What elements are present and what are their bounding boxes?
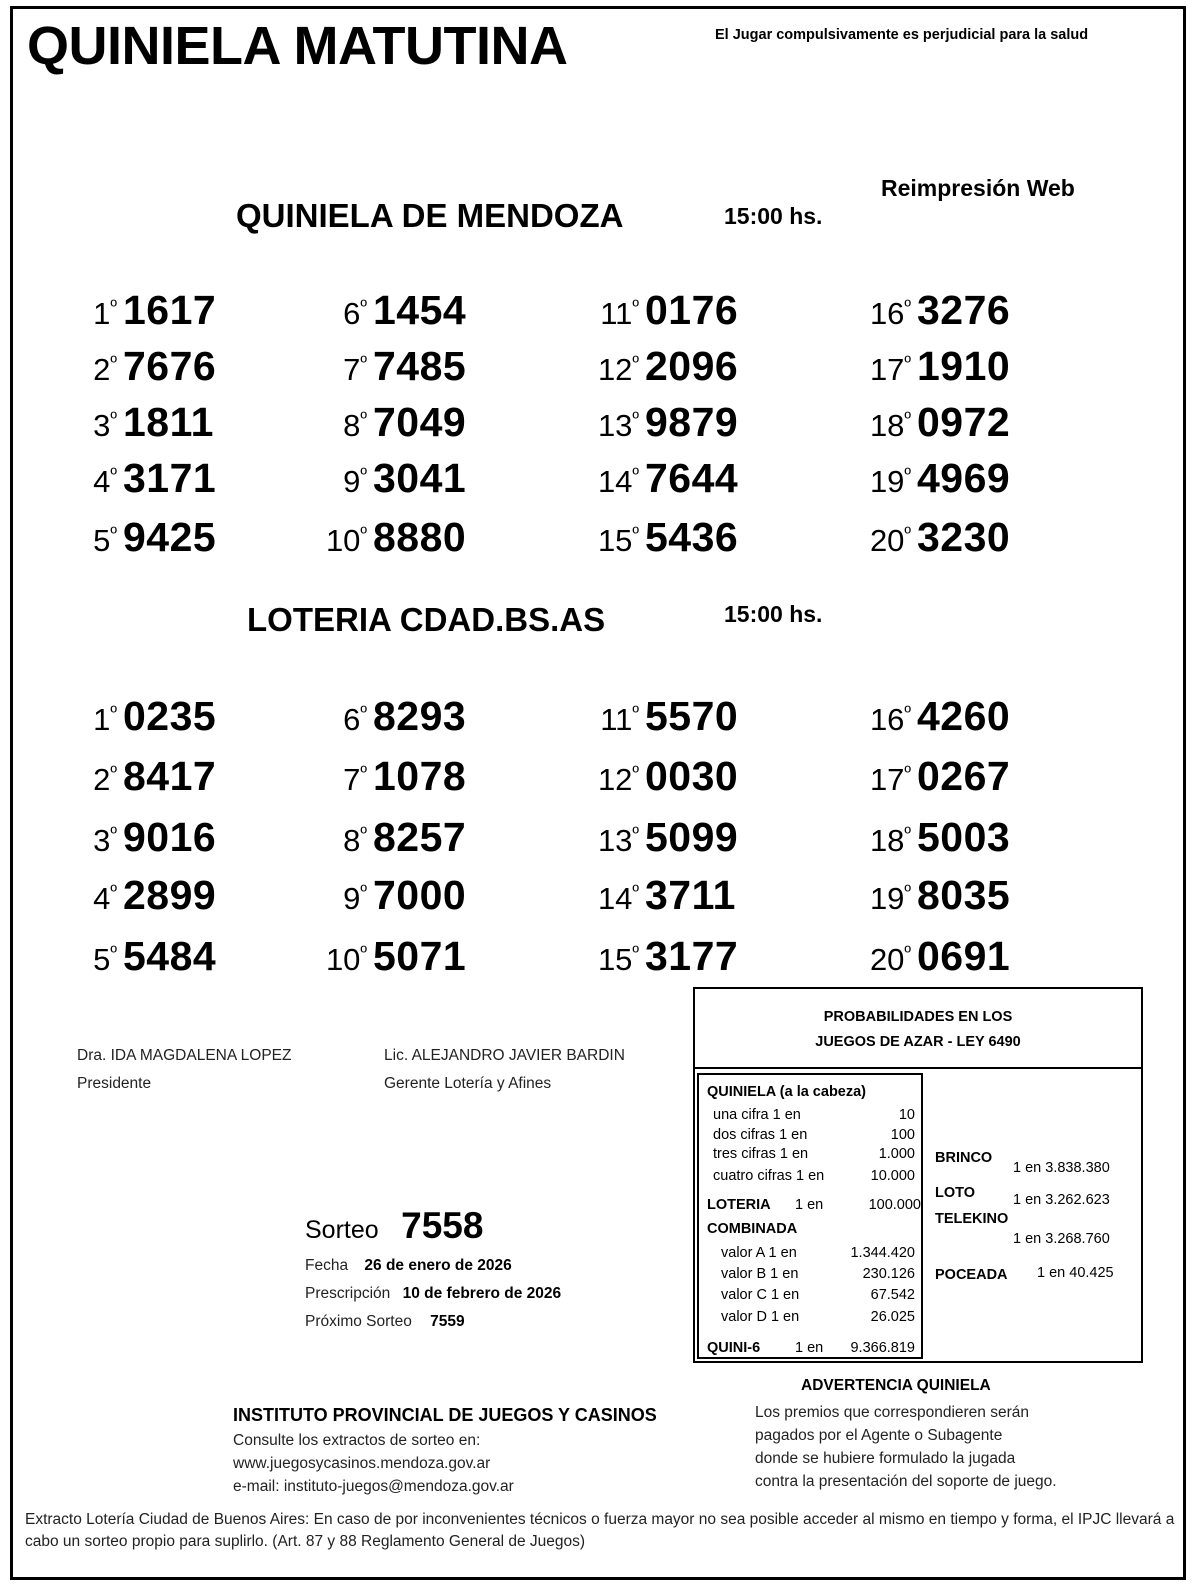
ordinal-suffix: º [632, 762, 639, 782]
ordinal-suffix: º [360, 823, 367, 843]
result-position [851, 352, 911, 388]
result-entry [851, 455, 1010, 502]
quini6-prob-mid: 1 en [795, 1340, 824, 1356]
prob-label: valor D 1 en [721, 1309, 800, 1325]
ordinal-suffix: º [632, 523, 639, 543]
result-entry [307, 287, 466, 334]
result-entry [851, 343, 1010, 390]
draw-expiry-row [305, 1285, 561, 1303]
footer-note: Extracto Lotería Ciudad de Buenos Aires: En caso de por inconvenientes técnicos o fuerza mayor no sea posible acceder al mismo en tiempo y forma, el IPJC llevará a cabo un sorteo propio para suplirlo. (Art. 87 y 88 Reglamento General de Juegos) [25, 1511, 1175, 1550]
result-position [77, 823, 117, 859]
ordinal-suffix: º [360, 942, 367, 962]
position-number: 20 [869, 942, 905, 977]
position-number: 8 [343, 408, 361, 443]
advertencia-line: Los premios que correspondieren serán [755, 1404, 1029, 1421]
position-number: 15 [597, 942, 633, 977]
winning-number: 1454 [373, 287, 467, 333]
winning-number: 0235 [123, 693, 217, 739]
winning-number: 0267 [917, 753, 1011, 799]
winning-number: 0691 [917, 933, 1011, 979]
ordinal-suffix: º [360, 352, 367, 372]
result-entry [307, 933, 466, 980]
position-number: 3 [93, 823, 111, 858]
ordinal-suffix: º [904, 823, 911, 843]
ordinal-suffix: º [360, 702, 367, 722]
position-number: 19 [869, 464, 905, 499]
winning-number: 9425 [123, 514, 217, 560]
winning-number: 5099 [645, 814, 739, 860]
ordinal-suffix: º [360, 408, 367, 428]
ordinal-suffix: º [110, 523, 117, 543]
result-position [307, 823, 367, 859]
position-number: 7 [343, 762, 361, 797]
ordinal-suffix: º [904, 881, 911, 901]
draw-number-block [305, 1205, 483, 1247]
reprint-label: Reimpresión Web [881, 175, 1075, 201]
ordinal-suffix: º [632, 702, 639, 722]
position-number: 13 [597, 408, 633, 443]
telekino-prob-label: TELEKINO [935, 1211, 1009, 1227]
position-number: 16 [869, 296, 905, 331]
winning-number: 5071 [373, 933, 467, 979]
position-number: 5 [93, 523, 111, 558]
position-number: 1 [93, 702, 111, 737]
winning-number: 8257 [373, 814, 467, 860]
winning-number: 3177 [645, 933, 739, 979]
position-number: 7 [343, 352, 361, 387]
result-position [579, 942, 639, 978]
result-entry [579, 287, 738, 334]
result-position [307, 523, 367, 559]
winning-number: 3276 [917, 287, 1011, 333]
result-entry [77, 693, 216, 740]
quiniela-prob-title: QUINIELA (a la cabeza) [707, 1084, 867, 1100]
ordinal-suffix: º [904, 296, 911, 316]
next-draw-row [305, 1313, 465, 1331]
draw-date-row [305, 1257, 512, 1275]
position-number: 2 [93, 352, 111, 387]
result-entry [77, 753, 216, 800]
winning-number: 7676 [123, 343, 217, 389]
result-entry [307, 814, 466, 861]
position-number: 20 [869, 523, 905, 558]
quini6-prob-label: QUINI-6 [707, 1340, 761, 1356]
ordinal-suffix: º [904, 408, 911, 428]
draw-date-label: Fecha [305, 1257, 349, 1274]
position-number: 18 [869, 408, 905, 443]
ordinal-suffix: º [360, 881, 367, 901]
ordinal-suffix: º [632, 352, 639, 372]
winning-number: 7000 [373, 872, 467, 918]
position-number: 11 [600, 296, 633, 331]
ordinal-suffix: º [632, 942, 639, 962]
position-number: 5 [93, 942, 111, 977]
ordinal-suffix: º [360, 523, 367, 543]
result-position [579, 464, 639, 500]
ordinal-suffix: º [632, 881, 639, 901]
draw-date: 26 de enero de 2026 [364, 1257, 512, 1274]
position-number: 14 [597, 881, 633, 916]
ordinal-suffix: º [632, 464, 639, 484]
winning-number: 0176 [645, 287, 739, 333]
position-number: 16 [869, 702, 905, 737]
winning-number: 4969 [917, 455, 1011, 501]
result-entry [579, 872, 736, 919]
result-entry [307, 753, 466, 800]
result-position [77, 702, 117, 738]
result-entry [579, 343, 738, 390]
result-position [579, 702, 639, 738]
winning-number: 9016 [123, 814, 217, 860]
prob-value: 26.025 [870, 1309, 915, 1325]
poceada-prob-value: 1 en 40.425 [1037, 1265, 1114, 1281]
loteria-prob-label: LOTERIA [707, 1197, 771, 1213]
result-entry [77, 514, 216, 561]
result-entry [579, 514, 738, 561]
winning-number: 5436 [645, 514, 739, 560]
page-title: QUINIELA MATUTINA [27, 16, 568, 76]
position-number: 6 [343, 296, 361, 331]
winning-number: 5003 [917, 814, 1011, 860]
result-position [851, 702, 911, 738]
winning-number: 8880 [373, 514, 467, 560]
result-entry [851, 933, 1010, 980]
winning-number: 9879 [645, 399, 739, 445]
result-position [851, 942, 911, 978]
position-number: 8 [343, 823, 361, 858]
result-position [77, 881, 117, 917]
result-position [77, 296, 117, 332]
result-position [851, 762, 911, 798]
result-position [77, 464, 117, 500]
ordinal-suffix: º [110, 702, 117, 722]
winning-number: 1078 [373, 753, 467, 799]
prob-value: 100 [890, 1127, 915, 1143]
prob-label: valor B 1 en [721, 1266, 799, 1282]
position-number: 17 [869, 352, 905, 387]
ordinal-suffix: º [360, 296, 367, 316]
result-entry [851, 872, 1010, 919]
result-entry [579, 693, 738, 740]
prob-label: una cifra 1 en [713, 1107, 801, 1123]
position-number: 1 [93, 296, 111, 331]
position-number: 9 [343, 881, 361, 916]
ordinal-suffix: º [904, 942, 911, 962]
section-time-mendoza: 15:00 hs. [724, 203, 823, 229]
ordinal-suffix: º [904, 702, 911, 722]
brinco-prob-label: BRINCO [935, 1150, 993, 1166]
position-number: 10 [325, 523, 361, 558]
section-title-mendoza: QUINIELA DE MENDOZA [236, 197, 624, 234]
position-number: 4 [93, 464, 111, 499]
result-position [579, 881, 639, 917]
winning-number: 2899 [123, 872, 217, 918]
result-entry [851, 753, 1010, 800]
institute-website[interactable]: www.juegosycasinos.mendoza.gov.ar [233, 1455, 491, 1472]
prob-value: 67.542 [870, 1287, 915, 1303]
ordinal-suffix: º [632, 296, 639, 316]
result-entry [579, 399, 738, 446]
result-entry [307, 399, 466, 446]
winning-number: 0030 [645, 753, 739, 799]
prob-value: 230.126 [862, 1266, 915, 1282]
result-position [579, 352, 639, 388]
result-position [307, 464, 367, 500]
probabilities-title-line: PROBABILIDADES EN LOS [823, 1009, 1013, 1025]
result-position [77, 352, 117, 388]
probabilities-title [695, 989, 1141, 1069]
result-position [579, 823, 639, 859]
draw-expiry-label: Prescripción [305, 1285, 391, 1302]
poceada-prob-label: POCEADA [935, 1267, 1008, 1283]
advertencia-text [755, 1401, 1057, 1493]
result-position [307, 352, 367, 388]
signatory-role: Presidente [77, 1075, 152, 1092]
result-entry [851, 814, 1010, 861]
ordinal-suffix: º [110, 352, 117, 372]
combinada-prob-title: COMBINADA [707, 1221, 798, 1237]
winning-number: 2096 [645, 343, 739, 389]
result-entry [77, 933, 216, 980]
institute-email[interactable]: e-mail: instituto-juegos@mendoza.gov.ar [233, 1478, 514, 1495]
draw-number: 7558 [401, 1205, 484, 1246]
probabilities-box [693, 987, 1143, 1363]
results-sheet [10, 6, 1186, 1580]
winning-number: 3230 [917, 514, 1011, 560]
result-position [851, 823, 911, 859]
loto-prob-label: LOTO [935, 1185, 976, 1201]
position-number: 14 [597, 464, 633, 499]
signatory-role: Gerente Lotería y Afines [384, 1075, 552, 1092]
result-position [77, 523, 117, 559]
gambling-warning: El Jugar compulsivamente es perjudicial para la salud [715, 27, 1089, 43]
result-entry [77, 287, 216, 334]
result-position [307, 296, 367, 332]
ordinal-suffix: º [632, 408, 639, 428]
position-number: 9 [343, 464, 361, 499]
result-position [851, 881, 911, 917]
prob-value: 10.000 [870, 1168, 915, 1184]
advertencia-line: contra la presentación del soporte de juego. [755, 1473, 1057, 1490]
ordinal-suffix: º [360, 762, 367, 782]
advertencia-line: pagados por el Agente o Subagente [755, 1427, 1003, 1444]
ordinal-suffix: º [110, 296, 117, 316]
result-position [307, 762, 367, 798]
result-entry [851, 287, 1010, 334]
draw-expiry: 10 de febrero de 2026 [402, 1285, 562, 1302]
position-number: 12 [597, 762, 633, 797]
probabilities-title-line: JUEGOS DE AZAR - LEY 6490 [815, 1034, 1021, 1050]
position-number: 13 [597, 823, 633, 858]
result-entry [307, 693, 466, 740]
result-entry [579, 933, 738, 980]
section-title-ciudad: LOTERIA CDAD.BS.AS [247, 601, 606, 638]
result-position [307, 881, 367, 917]
prob-label: tres cifras 1 en [713, 1146, 809, 1162]
result-position [77, 942, 117, 978]
winning-number: 7485 [373, 343, 467, 389]
prob-value: 1.000 [878, 1146, 915, 1162]
ordinal-suffix: º [110, 942, 117, 962]
institute-name: INSTITUTO PROVINCIAL DE JUEGOS Y CASINOS [233, 1405, 657, 1425]
ordinal-suffix: º [110, 881, 117, 901]
result-position [307, 408, 367, 444]
loto-prob-value: 1 en 3.262.623 [1013, 1192, 1110, 1208]
result-position [579, 762, 639, 798]
prob-label: dos cifras 1 en [713, 1127, 808, 1143]
result-entry [307, 514, 466, 561]
position-number: 15 [597, 523, 633, 558]
position-number: 11 [600, 702, 633, 737]
telekino-prob-value: 1 en 3.268.760 [1013, 1231, 1110, 1247]
prob-value: 1.344.420 [850, 1245, 915, 1261]
institute-line: Consulte los extractos de sorteo en: [233, 1432, 481, 1449]
brinco-prob-value: 1 en 3.838.380 [1013, 1160, 1110, 1176]
institute-contact [233, 1429, 514, 1498]
result-position [851, 464, 911, 500]
next-draw-number: 7559 [430, 1313, 465, 1330]
ordinal-suffix: º [904, 762, 911, 782]
winning-number: 5484 [123, 933, 217, 979]
winning-number: 7049 [373, 399, 467, 445]
winning-number: 3711 [645, 872, 736, 918]
ordinal-suffix: º [110, 762, 117, 782]
prob-value: 10 [898, 1107, 915, 1123]
result-position [851, 296, 911, 332]
advertencia-line: donde se hubiere formulado la jugada [755, 1450, 1016, 1467]
ordinal-suffix: º [360, 464, 367, 484]
result-entry [77, 399, 214, 446]
ordinal-suffix: º [904, 523, 911, 543]
position-number: 6 [343, 702, 361, 737]
winning-number: 8293 [373, 693, 467, 739]
result-position [307, 942, 367, 978]
result-entry [77, 872, 216, 919]
winning-number: 8035 [917, 872, 1011, 918]
position-number: 3 [93, 408, 111, 443]
result-entry [851, 399, 1010, 446]
ordinal-suffix: º [904, 464, 911, 484]
result-position [307, 702, 367, 738]
signatory-name: Dra. IDA MAGDALENA LOPEZ [77, 1047, 292, 1064]
result-entry [77, 814, 216, 861]
position-number: 19 [869, 881, 905, 916]
ordinal-suffix: º [110, 823, 117, 843]
ordinal-suffix: º [904, 352, 911, 372]
result-entry [307, 455, 466, 502]
result-position [579, 408, 639, 444]
winning-number: 3171 [123, 455, 217, 501]
prob-label: cuatro cifras 1 en [713, 1168, 825, 1184]
winning-number: 1617 [123, 287, 217, 333]
winning-number: 3041 [373, 455, 467, 501]
winning-number: 1811 [123, 399, 214, 445]
result-position [579, 523, 639, 559]
result-entry [579, 814, 738, 861]
result-position [77, 408, 117, 444]
signatory-name: Lic. ALEJANDRO JAVIER BARDIN [384, 1047, 625, 1064]
loteria-prob-value: 100.000 [868, 1197, 921, 1213]
position-number: 2 [93, 762, 111, 797]
prob-label: valor C 1 en [721, 1287, 800, 1303]
draw-label: Sorteo [305, 1216, 379, 1244]
position-number: 12 [597, 352, 633, 387]
winning-number: 7644 [645, 455, 739, 501]
loteria-prob-mid: 1 en [795, 1197, 824, 1213]
prob-label: valor A 1 en [721, 1245, 797, 1261]
section-time-ciudad: 15:00 hs. [724, 601, 823, 627]
winning-number: 8417 [123, 753, 217, 799]
result-position [851, 523, 911, 559]
winning-number: 1910 [917, 343, 1011, 389]
quini6-prob-value: 9.366.819 [850, 1340, 915, 1356]
winning-number: 4260 [917, 693, 1011, 739]
winning-number: 5570 [645, 693, 739, 739]
result-entry [307, 872, 466, 919]
position-number: 10 [325, 942, 361, 977]
result-entry [579, 455, 738, 502]
ordinal-suffix: º [632, 823, 639, 843]
result-entry [77, 343, 216, 390]
ordinal-suffix: º [110, 464, 117, 484]
result-entry [579, 753, 738, 800]
advertencia-title: ADVERTENCIA QUINIELA [801, 1377, 991, 1394]
result-entry [77, 455, 216, 502]
next-draw-label: Próximo Sorteo [305, 1313, 412, 1330]
winning-number: 0972 [917, 399, 1011, 445]
result-entry [851, 693, 1010, 740]
result-entry [851, 514, 1010, 561]
result-entry [307, 343, 466, 390]
position-number: 17 [869, 762, 905, 797]
ordinal-suffix: º [110, 408, 117, 428]
result-position [77, 762, 117, 798]
result-position [579, 296, 639, 332]
result-position [851, 408, 911, 444]
position-number: 4 [93, 881, 111, 916]
position-number: 18 [869, 823, 905, 858]
